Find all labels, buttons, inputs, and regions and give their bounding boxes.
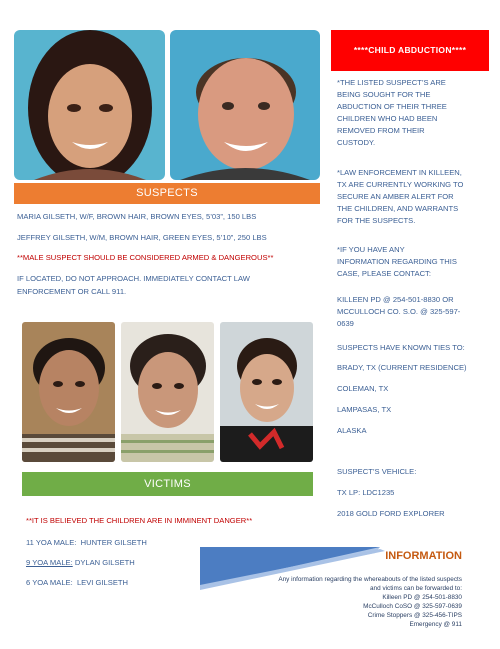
instruction-line-2: ENFORCEMENT OR CALL 911. <box>17 287 127 296</box>
known-tie-coleman: COLEMAN, TX <box>337 384 389 393</box>
suspect-line-jeffrey: JEFFREY GILSETH, W/M, BROWN HAIR, GREEN EYES, 5’10”, 250 LBS <box>17 233 267 242</box>
victim-photo-hunter <box>22 322 115 462</box>
vehicle-plate: TX LP: LDC1235 <box>337 488 395 497</box>
suspects-header-bar: SUSPECTS <box>14 183 320 204</box>
contact-numbers: KILLEEN PD @ 254-501-8830 OR MCCULLOCH CO. S.O. @ 325-597- 0639 <box>337 295 461 328</box>
suspect-photo-maria <box>14 30 165 180</box>
vehicle-description: 2018 GOLD FORD EXPLORER <box>337 509 445 518</box>
right-para-1: *THE LISTED SUSPECT’S ARE BEING SOUGHT FOR THE ABDUCTION OF THEIR THREE CHILDREN WHO HAD BEEN REMOVED FROM THEIR CUSTODY. <box>337 78 447 147</box>
victim-row-dylan: 9 YOA MALE: DYLAN GILSETH <box>26 558 135 567</box>
victim-row-hunter: 11 YOA MALE: HUNTER GILSETH <box>26 538 147 547</box>
suspect-line-maria: MARIA GILSETH, W/F, BROWN HAIR, BROWN EYES, 5’03”, 150 LBS <box>17 212 257 221</box>
information-box <box>200 545 462 635</box>
victims-header-bar: VICTIMS <box>22 472 313 496</box>
instruction-line-1: IF LOCATED, DO NOT APPROACH. IMMEDIATELY CONTACT LAW <box>17 274 250 283</box>
known-tie-brady: BRADY, TX (CURRENT RESIDENCE) <box>337 363 467 372</box>
info-title: INFORMATION <box>385 550 462 562</box>
suspect-photo-jeffrey <box>170 30 320 180</box>
vehicle-heading: SUSPECT’S VEHICLE: <box>337 467 417 476</box>
info-lines: Any information regarding the whereabouts of the listed suspects and victims can be forwarded to: Killeen PD @ 254-501-8830 McCulloch CoSO @ 325-597-0639 Crime Stoppers @ 325-456-TIPS Emergency @ 911 <box>278 576 462 628</box>
victim-row-levi: 6 YOA MALE: LEVI GILSETH <box>26 578 129 587</box>
known-ties-heading: SUSPECTS HAVE KNOWN TIES TO: <box>337 343 465 352</box>
right-para-2: *LAW ENFORCEMENT IN KILLEEN, TX ARE CURRENTLY WORKING TO SECURE AN AMBER ALERT FOR THE CHILDREN, AND WARRANTS FOR THE SUSPECTS. <box>337 168 464 225</box>
known-tie-lampasas: LAMPASAS, TX <box>337 405 392 414</box>
victim-photo-dylan <box>121 322 214 462</box>
victim-photo-levi <box>220 322 313 462</box>
imminent-danger-warning: **IT IS BELIEVED THE CHILDREN ARE IN IMMINENT DANGER** <box>26 516 253 525</box>
armed-dangerous-warning: **MALE SUSPECT SHOULD BE CONSIDERED ARMED & DANGEROUS** <box>17 253 274 262</box>
known-tie-alaska: ALASKA <box>337 426 367 435</box>
child-abduction-banner: ****CHILD ABDUCTION**** <box>331 30 489 71</box>
right-para-3: *IF YOU HAVE ANY INFORMATION REGARDING THIS CASE, PLEASE CONTACT: <box>337 245 457 278</box>
